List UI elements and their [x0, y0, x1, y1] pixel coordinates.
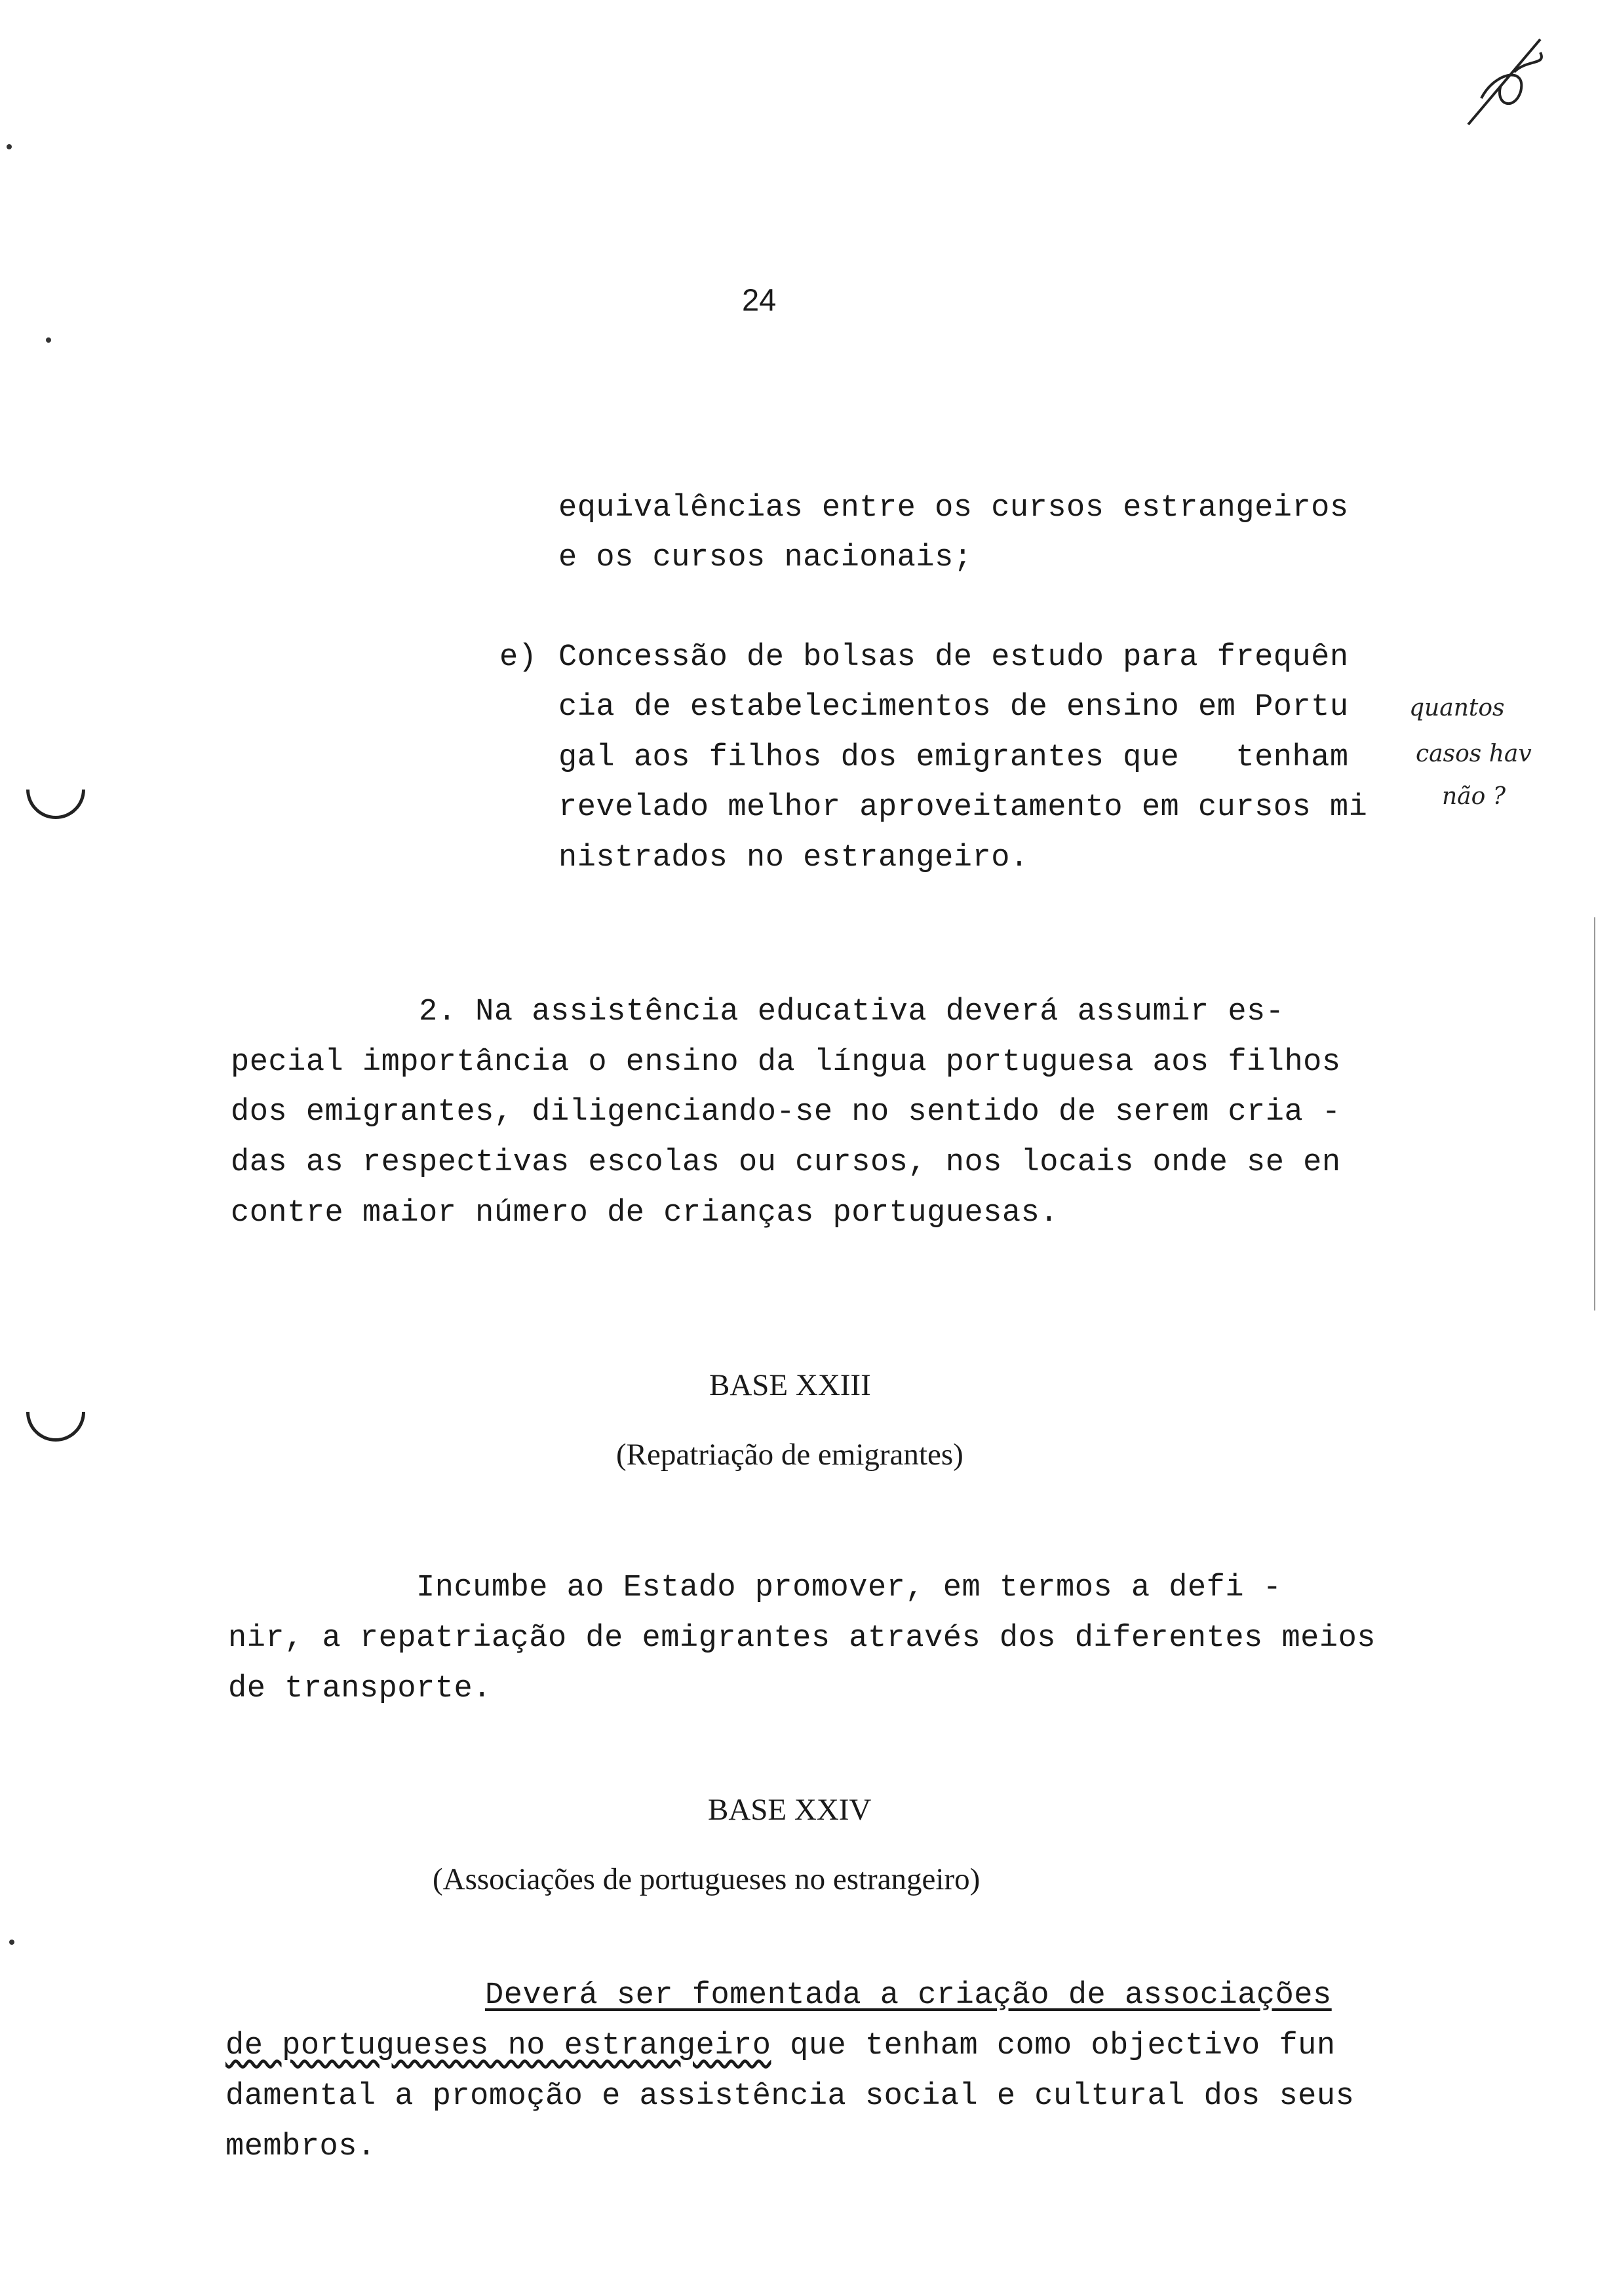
- speck: [9, 1940, 14, 1945]
- base-xxiv-line-2-rest: que tenham como objectivo fun: [771, 2029, 1336, 2063]
- para2-line-4: das as respectivas escolas ou cursos, nos locais onde se en: [231, 1145, 1341, 1180]
- base-xxiv-line-3: damental a promoção e assistência social e cultural dos seus: [225, 2079, 1355, 2114]
- base-xxiii-line-2: nir, a repatriação de emigrantes através dos diferentes meios: [228, 1621, 1376, 1656]
- handwritten-note-3: não ?: [1442, 783, 1506, 810]
- item-e-marker: e): [499, 640, 537, 675]
- punch-hole-mark-top: [14, 748, 97, 831]
- base-xxiv-subtitle: (Associações de portugueses no estrangeiro): [433, 1862, 981, 1896]
- base-xxiv-line-4: membros.: [225, 2130, 376, 2164]
- punch-hole-mark-bottom: [14, 1370, 97, 1453]
- base-xxiv-line-2-underlined: de portugueses no estrangeiro: [225, 2029, 771, 2063]
- item-e-line-1: Concessão de bolsas de estudo para frequên: [558, 640, 1349, 675]
- handwritten-initials: [1455, 26, 1553, 131]
- base-xxiii-subtitle: (Repatriação de emigrantes): [616, 1438, 963, 1472]
- handwritten-note-1: quantos: [1409, 695, 1505, 721]
- para2-line-3: dos emigrantes, diligenciando-se no sentido de serem cria -: [231, 1095, 1341, 1130]
- item-d-line-1: equivalências entre os cursos estrangeiros: [558, 491, 1349, 526]
- base-xxiii-line-3: de transporte.: [228, 1672, 492, 1706]
- para2-line-5: contre maior número de crianças portuguesas.: [231, 1196, 1059, 1231]
- base-xxiv-title: BASE XXIV: [708, 1793, 872, 1827]
- speck: [46, 337, 51, 343]
- item-d-line-2: e os cursos nacionais;: [558, 541, 973, 575]
- base-xxiii-title: BASE XXIII: [709, 1368, 871, 1402]
- item-e-line-3: gal aos filhos dos emigrantes que tenham: [558, 740, 1349, 775]
- item-e-line-4: revelado melhor aproveitamento em cursos mi: [558, 790, 1368, 825]
- page-number: 24: [742, 282, 777, 317]
- handwritten-note-2: casos hav: [1416, 740, 1532, 767]
- base-xxiii-line-1: Incumbe ao Estado promover, em termos a defi -: [228, 1571, 1282, 1605]
- base-xxiv-line-1: Deverá ser fomentada a criação de associações: [485, 1978, 1332, 2013]
- speck: [7, 144, 12, 149]
- para2-line-1: 2. Na assistência educativa deverá assumir es-: [231, 995, 1285, 1029]
- item-e-line-2: cia de estabelecimentos de ensino em Portu: [558, 690, 1349, 725]
- item-e-line-5: nistrados no estrangeiro.: [558, 841, 1029, 875]
- para2-line-2: pecial importância o ensino da língua portuguesa aos filhos: [231, 1045, 1341, 1080]
- base-xxiv-line-2: [225, 2027, 1336, 2066]
- page-edge-line: [1594, 917, 1595, 1311]
